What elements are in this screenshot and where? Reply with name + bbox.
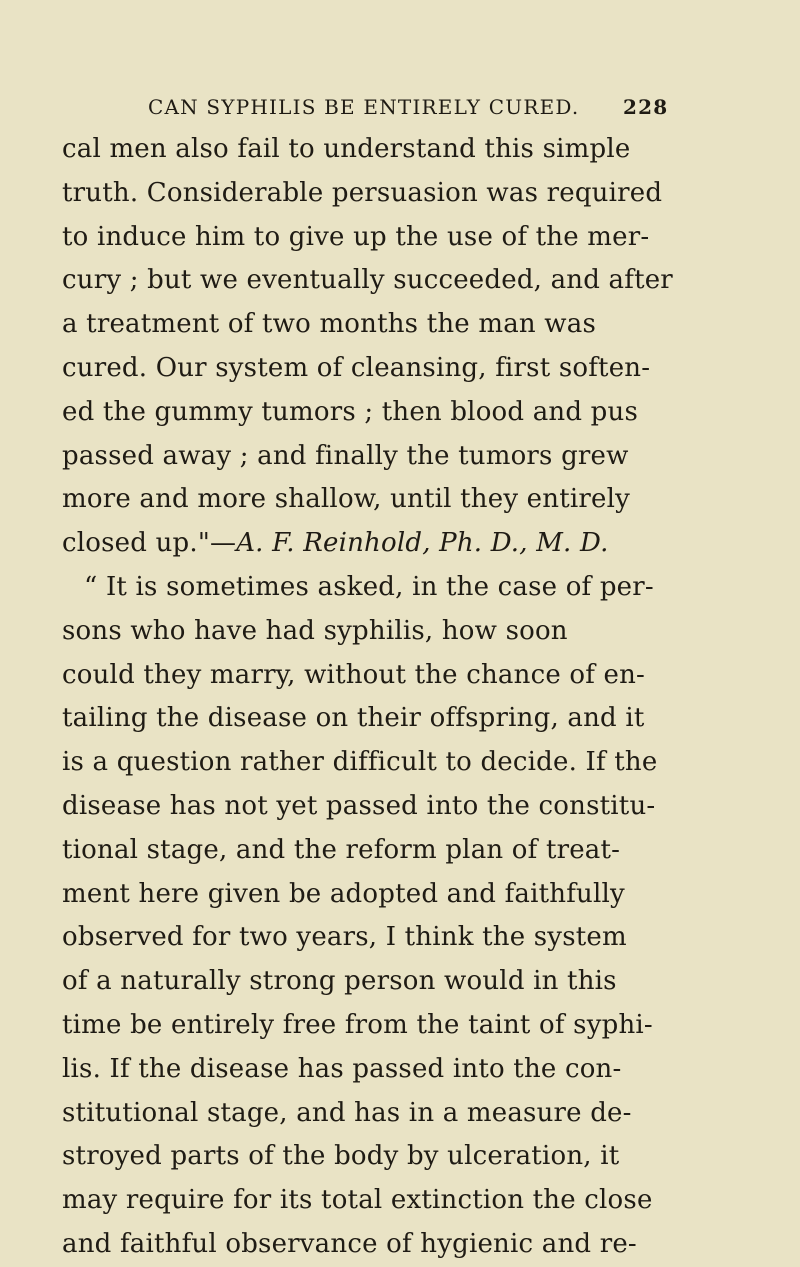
text-line: ment here given be adopted and faithfully xyxy=(62,878,625,909)
attribution: A. F. Reinhold, Ph. D., M. D. xyxy=(236,528,609,559)
running-title: CAN SYPHILIS BE ENTIRELY CURED. xyxy=(148,95,580,119)
text-line: cal men also fail to understand this simple xyxy=(62,134,631,164)
text-line: of a naturally strong person would in this xyxy=(62,966,617,997)
text-line: and faithful observance of hygienic and re- xyxy=(62,1228,637,1259)
text-line: to induce him to give up the use of the mer- xyxy=(62,221,650,252)
text-line: time be entirely free from the taint of syphi- xyxy=(62,1009,653,1040)
text-line: cury ; but we eventually succeeded, and after xyxy=(62,265,673,296)
text-line: may require for its total extinction the close xyxy=(62,1185,653,1216)
text-line: stroyed parts of the body by ulceration, it xyxy=(62,1141,620,1172)
body-text xyxy=(62,128,742,1267)
text-line: is a question rather difficult to decide. If the xyxy=(62,747,658,778)
closing-line xyxy=(62,522,742,566)
text-line: tailing the disease on their offspring, and it xyxy=(62,703,645,734)
text-line: “ It is sometimes asked, in the case of per- xyxy=(84,571,654,602)
running-head xyxy=(148,95,668,119)
text-line: a treatment of two months the man was xyxy=(62,309,597,340)
text-line: observed for two years, I think the system xyxy=(62,922,627,953)
text-line: ed the gummy tumors ; then blood and pus xyxy=(62,396,639,427)
text-line: cured. Our system of cleansing, first soften- xyxy=(62,352,651,383)
text-line: sons who have had syphilis, how soon xyxy=(62,615,568,646)
text-line: lis. If the disease has passed into the con- xyxy=(62,1053,622,1084)
text-line: could they marry, without the chance of en- xyxy=(62,659,646,690)
closing-text: closed up."— xyxy=(62,528,237,559)
text-line: truth. Considerable persuasion was required xyxy=(62,177,663,208)
page-number: 228 xyxy=(623,95,669,119)
text-line: stitutional stage, and has in a measure de- xyxy=(62,1097,632,1128)
text-line: tional stage, and the reform plan of treat- xyxy=(62,834,621,865)
text-line: more and more shallow, until they entirely xyxy=(62,484,630,515)
text-line: disease has not yet passed into the constitu- xyxy=(62,790,656,821)
text-line: passed away ; and finally the tumors grew xyxy=(62,440,629,471)
